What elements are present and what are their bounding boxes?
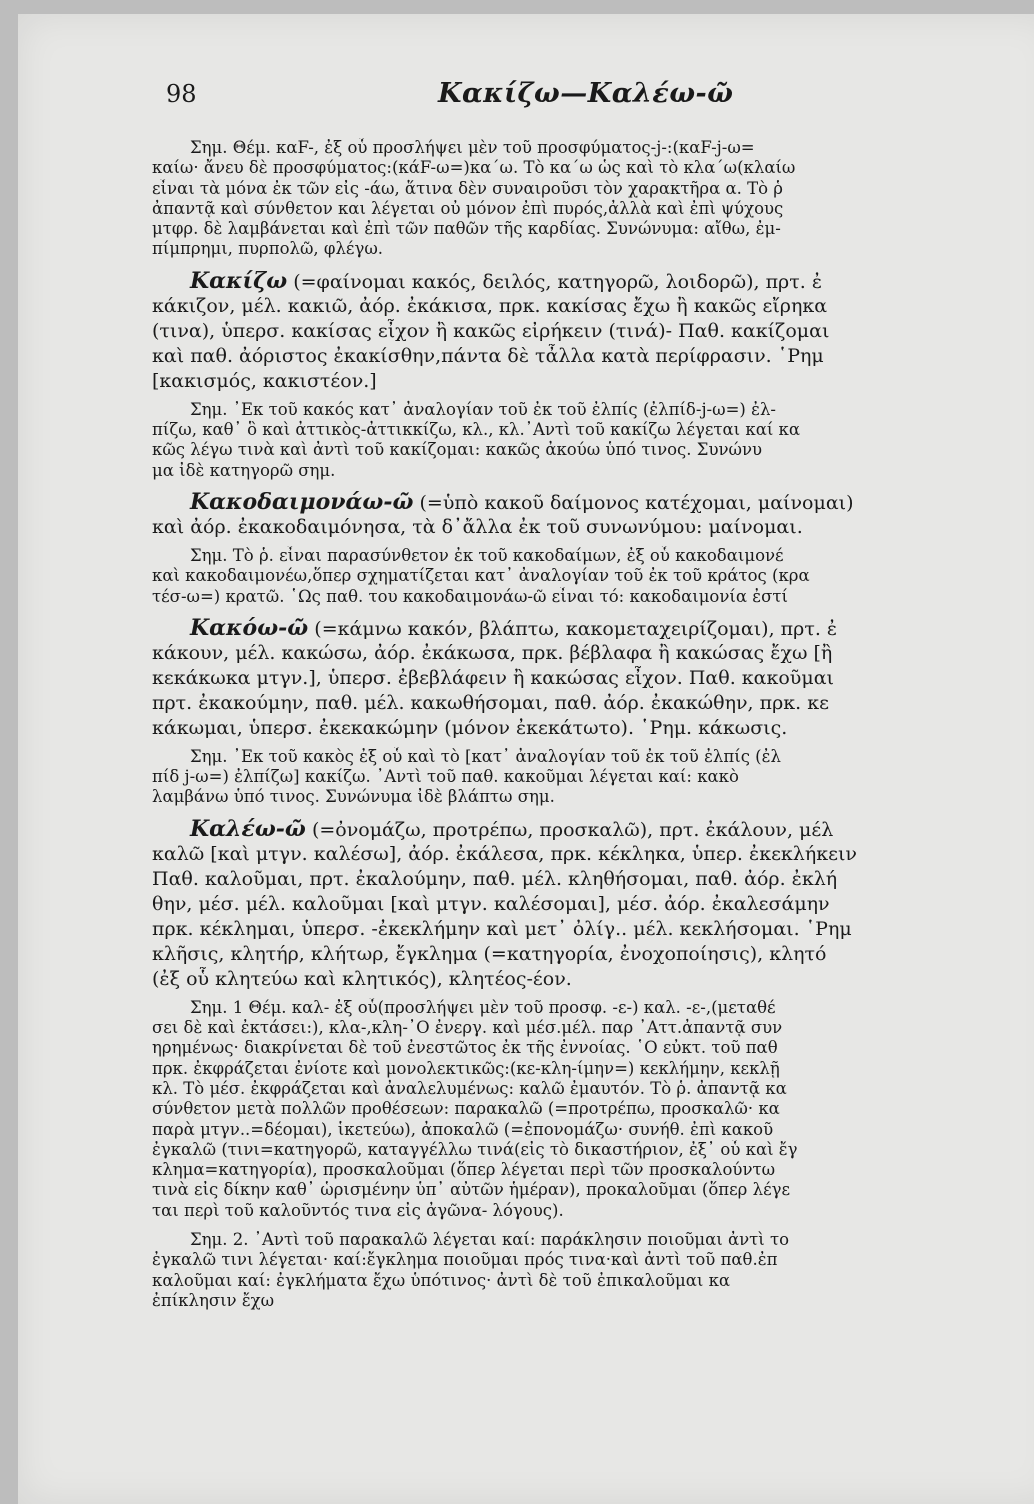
- note-line: [152, 400, 1034, 420]
- line-text: καὶ κακοδαιμονέω,ὅπερ σχηματίζεται κατ᾿ ἀναλογίαν τοῦ ἐκ τοῦ κράτος (κρα: [152, 566, 810, 586]
- note-line: [152, 1201, 1034, 1221]
- line-text: ἐγκαλῶ (τινι=κατηγορῶ, καταγγέλλω τινά(εἰς τὸ δικαστήριον, ἐξ᾿ οὗ καὶ ἔγ: [152, 1139, 798, 1159]
- note-line: [152, 1059, 1034, 1079]
- note-line: [152, 747, 1034, 767]
- line-text: πίμπρημι, πυρπολῶ, φλέγω.: [152, 239, 384, 259]
- entry-line: [152, 942, 1034, 967]
- entry-line: [152, 817, 1034, 842]
- entry-note: [152, 546, 1034, 607]
- running-title: Κακίζω—Καλέω-ῶ: [438, 78, 734, 109]
- entry-note: [152, 1230, 1034, 1311]
- line-text: καίω· ἄνευ δὲ προσφύματος:(κάF-ω=)κα΄ω. Τὸ κα΄ω ὡς καὶ τὸ κλα΄ω(κλαίω: [152, 158, 796, 178]
- dictionary-entry: [152, 817, 1034, 992]
- entry-line: [152, 319, 1034, 344]
- line-text: πίδ j-ω=) ἐλπίζω] κακίζω. ᾿Αντὶ τοῦ παθ. κακοῦμαι λέγεται καί: κακὸ: [152, 767, 739, 787]
- line-text: (=ὑπὸ κακοῦ δαίμονος κατέχομαι, μαίνομαι): [419, 491, 854, 514]
- spacer: [152, 607, 1034, 616]
- note-line: [152, 1160, 1034, 1180]
- spacer: [152, 808, 1034, 817]
- line-text: εἶναι τὰ μόνα ἐκ τῶν εἰς -άω, ἅτινα δὲν συναιροῦσι τὸν χαρακτῆρα α. Τὸ ῥ: [152, 178, 783, 198]
- line-text: κάκιζον, μέλ. κακιῶ, ἀόρ. ἐκάκισα, πρκ. κακίσας ἔχω ἢ κακῶς εἴρηκα: [152, 294, 828, 317]
- entry-line: [152, 616, 1034, 641]
- note-line: [152, 998, 1034, 1018]
- entry-line: [152, 490, 1034, 515]
- entry-line: [152, 641, 1034, 666]
- dictionary-entry: [152, 269, 1034, 394]
- entry-note: [152, 747, 1034, 808]
- line-text: (τινα), ὑπερσ. κακίσας εἶχον ἢ κακῶς εἰρήκειν (τινά)- Παθ. κακίζομαι: [152, 319, 830, 342]
- line-text: ἐγκαλῶ τινι λέγεται· καί:ἔγκλημα ποιοῦμαι πρός τινα·καὶ ἀντὶ τοῦ παθ.ἐπ: [152, 1250, 778, 1270]
- line-text: σύνθετον μετὰ πολλῶν προθέσεων: παρακαλῶ (=προτρέπω, προσκαλῶ· κα: [152, 1099, 780, 1119]
- line-text: πίζω, καθ᾿ ὃ καὶ ἀττικὸς-ἀττικκίζω, κλ., κλ.᾿Αντὶ τοῦ κακίζω λέγεται καί κα: [152, 420, 801, 440]
- line-text: κάκουν, μέλ. κακώσω, ἀόρ. ἐκάκωσα, πρκ. βέβλαφα ἢ κακώσας ἔχω [ἢ: [152, 641, 833, 664]
- line-text: πρτ. ἐκακούμην, παθ. μέλ. κακωθήσομαι, παθ. ἀόρ. ἐκακώθην, πρκ. κε: [152, 691, 829, 714]
- page-body: [152, 138, 1034, 1311]
- line-text: κλ. Τὸ μέσ. ἐκφράζεται καὶ ἀναλελυμένως: καλῶ ἐμαυτόν. Τὸ ῥ. ἀπαντᾷ κα: [152, 1078, 787, 1098]
- note-line: [152, 1079, 1034, 1099]
- note-line: [152, 179, 1034, 199]
- note-line: [152, 440, 1034, 460]
- line-text: Σημ. Θέμ. καF-, ἐξ οὗ προσλήψει μὲν τοῦ προσφύματος-j-:(καF-j-ω=: [190, 138, 755, 157]
- entry-note: [152, 400, 1034, 481]
- note-line: [152, 566, 1034, 586]
- note-line: [152, 1120, 1034, 1140]
- line-text: ἐπίκλησιν ἔχω: [152, 1290, 275, 1310]
- note-line: [152, 767, 1034, 787]
- headword: Κακίζω: [190, 268, 288, 294]
- page-number: 98: [166, 80, 197, 108]
- line-text: μτφρ. δὲ λαμβάνεται καὶ ἐπὶ τῶν παθῶν τῆς καρδίας. Συνώνυμα: αἴθω, ἐμ-: [152, 219, 781, 239]
- entry-line: [152, 691, 1034, 716]
- line-text: Σημ. 1 Θέμ. καλ- ἐξ οὗ(προσλήψει μὲν τοῦ προσφ. -ε-) καλ. -ε-,(μεταθέ: [190, 997, 776, 1017]
- note-line: [152, 787, 1034, 807]
- entry-line: [152, 344, 1034, 369]
- line-text: (=κάμνω κακόν, βλάπτω, κακομεταχειρίζομαι), πρτ. ἐ: [314, 617, 838, 640]
- line-text: κάκωμαι, ὑπερσ. ἐκεκακώμην (μόνον ἐκεκάτωτο). ῾Ρημ. κάκωσις.: [152, 716, 788, 739]
- line-text: ἀπαντᾷ καὶ σύνθετον και λέγεται οὐ μόνον ἐπὶ πυρός,ἀλλὰ καὶ ἐπὶ ψύχους: [152, 198, 784, 218]
- note-line: [152, 1180, 1034, 1200]
- line-text: τινὰ εἰς δίκην καθ᾿ ὡρισμένην ὑπ᾿ αὐτῶν ἡμέραν), προκαλοῦμαι (ὅπερ λέγε: [152, 1180, 791, 1200]
- entry-line: [152, 967, 1034, 992]
- entry-line: [152, 369, 1034, 394]
- note-line: [152, 1271, 1034, 1291]
- entry-note: [152, 998, 1034, 1221]
- headword: Κακοδαιμονάω-ῶ: [190, 489, 414, 515]
- note-line: [152, 158, 1034, 178]
- note-line: [152, 1140, 1034, 1160]
- entry-note: [152, 138, 1034, 260]
- line-text: τέσ-ω=) κρατῶ. ῾Ως παθ. του κακοδαιμονάω-ῶ εἶναι τό: κακοδαιμονία ἐστί: [152, 586, 788, 606]
- spacer: [152, 260, 1034, 269]
- note-line: [152, 1018, 1034, 1038]
- spacer: [152, 481, 1034, 490]
- line-text: καλῶ [καὶ μτγν. καλέσω], ἀόρ. ἐκάλεσα, πρκ. κέκληκα, ὑπερ. ἐκεκλήκειν: [152, 842, 857, 865]
- dictionary-page: [18, 14, 1034, 1504]
- entry-line: [152, 842, 1034, 867]
- note-line: [152, 1038, 1034, 1058]
- entry-line: [152, 515, 1034, 540]
- entry-line: [152, 892, 1034, 917]
- line-text: μα ἰδὲ κατηγορῶ σημ.: [152, 460, 336, 480]
- note-line: [152, 239, 1034, 259]
- note-line: [152, 199, 1034, 219]
- line-text: Σημ. ᾿Εκ τοῦ κακὸς ἐξ οὗ καὶ τὸ [κατ᾿ ἀναλογίαν τοῦ ἐκ τοῦ ἐλπίς (ἐλ: [190, 746, 781, 766]
- note-line: [152, 1099, 1034, 1119]
- line-text: Παθ. καλοῦμαι, πρτ. ἐκαλούμην, παθ. μέλ. κληθήσομαι, παθ. ἀόρ. ἐκλή: [152, 867, 838, 890]
- line-text: Σημ. Τὸ ῥ. εἶναι παρασύνθετον ἐκ τοῦ κακοδαίμων, ἐξ οὗ κακοδαιμονέ: [190, 545, 784, 565]
- line-text: Σημ. ᾿Εκ τοῦ κακός κατ᾿ ἀναλογίαν τοῦ ἐκ τοῦ ἐλπίς (ἐλπίδ-j-ω=) ἐλ-: [190, 399, 776, 419]
- line-text: καὶ παθ. ἀόριστος ἐκακίσθην,πάντα δὲ τἆλλα κατὰ περίφρασιν. ῾Ρημ: [152, 344, 824, 367]
- entry-line: [152, 666, 1034, 691]
- headword: Καλέω-ῶ: [190, 816, 306, 842]
- note-line: [152, 1291, 1034, 1311]
- note-line: [152, 546, 1034, 566]
- note-line: [152, 1230, 1034, 1250]
- line-text: παρὰ μτγν..=δέομαι), ἱκετεύω), ἀποκαλῶ (=ἐπονομάζω· συνήθ. ἐπὶ κακοῦ: [152, 1119, 774, 1139]
- line-text: [κακισμός, κακιστέον.]: [152, 369, 377, 392]
- line-text: ται περὶ τοῦ καλοῦντός τινα εἰς ἀγῶνα- λόγους).: [152, 1200, 564, 1220]
- spacer: [152, 1221, 1034, 1230]
- line-text: Σημ. 2. ᾿Αντὶ τοῦ παρακαλῶ λέγεται καί: παράκλησιν ποιοῦμαι ἀντὶ το: [190, 1230, 790, 1250]
- line-text: κῶς λέγω τινὰ καὶ ἀντὶ τοῦ κακίζομαι: κακῶς ἀκούω ὑπό τινος. Συνώνυ: [152, 440, 763, 460]
- entry-line: [152, 294, 1034, 319]
- note-line: [152, 587, 1034, 607]
- line-text: πρκ. ἐκφράζεται ἐνίοτε καὶ μονολεκτικῶς:(κε-κλη-ίμην=) κεκλήμην, κεκλῇ: [152, 1058, 780, 1078]
- entry-line: [152, 269, 1034, 294]
- entry-line: [152, 917, 1034, 942]
- note-line: [152, 138, 1034, 158]
- dictionary-entry: [152, 490, 1034, 540]
- note-line: [152, 461, 1034, 481]
- entry-line: [152, 867, 1034, 892]
- note-line: [152, 1250, 1034, 1270]
- line-text: θην, μέσ. μέλ. καλοῦμαι [καὶ μτγν. καλέσομαι], μέσ. ἀόρ. ἐκαλεσάμην: [152, 892, 830, 915]
- line-text: κλῆσις, κλητήρ, κλήτωρ, ἔγκλημα (=κατηγορία, ἐνοχοποίησις), κλητό: [152, 942, 827, 965]
- line-text: (=ὀνομάζω, προτρέπω, προσκαλῶ), πρτ. ἐκάλουν, μέλ: [311, 818, 834, 841]
- line-text: καὶ ἀόρ. ἐκακοδαιμόνησα, τὰ δ᾿ἄλλα ἐκ τοῦ συνωνύμου: μαίνομαι.: [152, 515, 803, 538]
- page-header: [18, 80, 1034, 114]
- line-text: καλοῦμαι καί: ἐγκλήματα ἔχω ὑπότινος· ἀντὶ δὲ τοῦ ἐπικαλοῦμαι κα: [152, 1270, 731, 1290]
- line-text: κλημα=κατηγορία), προσκαλοῦμαι (ὅπερ λέγεται περὶ τῶν προσκαλούντω: [152, 1160, 776, 1180]
- entry-line: [152, 716, 1034, 741]
- line-text: σει δὲ καὶ ἐκτάσει:), κλα-,κλη-᾿Ο ἐνεργ. καὶ μέσ.μέλ. παρ ᾿Αττ.ἀπαντᾷ συν: [152, 1018, 783, 1038]
- note-line: [152, 420, 1034, 440]
- line-text: λαμβάνω ὑπό τινος. Συνώνυμα ἰδὲ βλάπτω σημ.: [152, 787, 555, 807]
- line-text: (ἐξ οὗ κλητεύω καὶ κλητικός), κλητέος-έον.: [152, 967, 572, 990]
- line-text: κεκάκωκα μτγν.], ὑπερσ. ἐβεβλάφειν ἢ κακώσας εἶχον. Παθ. κακοῦμαι: [152, 666, 834, 689]
- line-text: ηρημένως· διακρίνεται δὲ τοῦ ἐνεστῶτος ἐκ τῆς ἐννοίας. ῾Ο εὐκτ. τοῦ παθ: [152, 1038, 778, 1058]
- line-text: (=φαίνομαι κακός, δειλός, κατηγορῶ, λοιδορῶ), πρτ. ἐ: [293, 270, 823, 293]
- note-line: [152, 219, 1034, 239]
- headword: Κακόω-ῶ: [190, 615, 309, 641]
- dictionary-entry: [152, 616, 1034, 741]
- line-text: πρκ. κέκλημαι, ὑπερσ. -ἐκεκλήμην καὶ μετ᾿ ὀλίγ.. μέλ. κεκλήσομαι. ῾Ρημ: [152, 917, 852, 940]
